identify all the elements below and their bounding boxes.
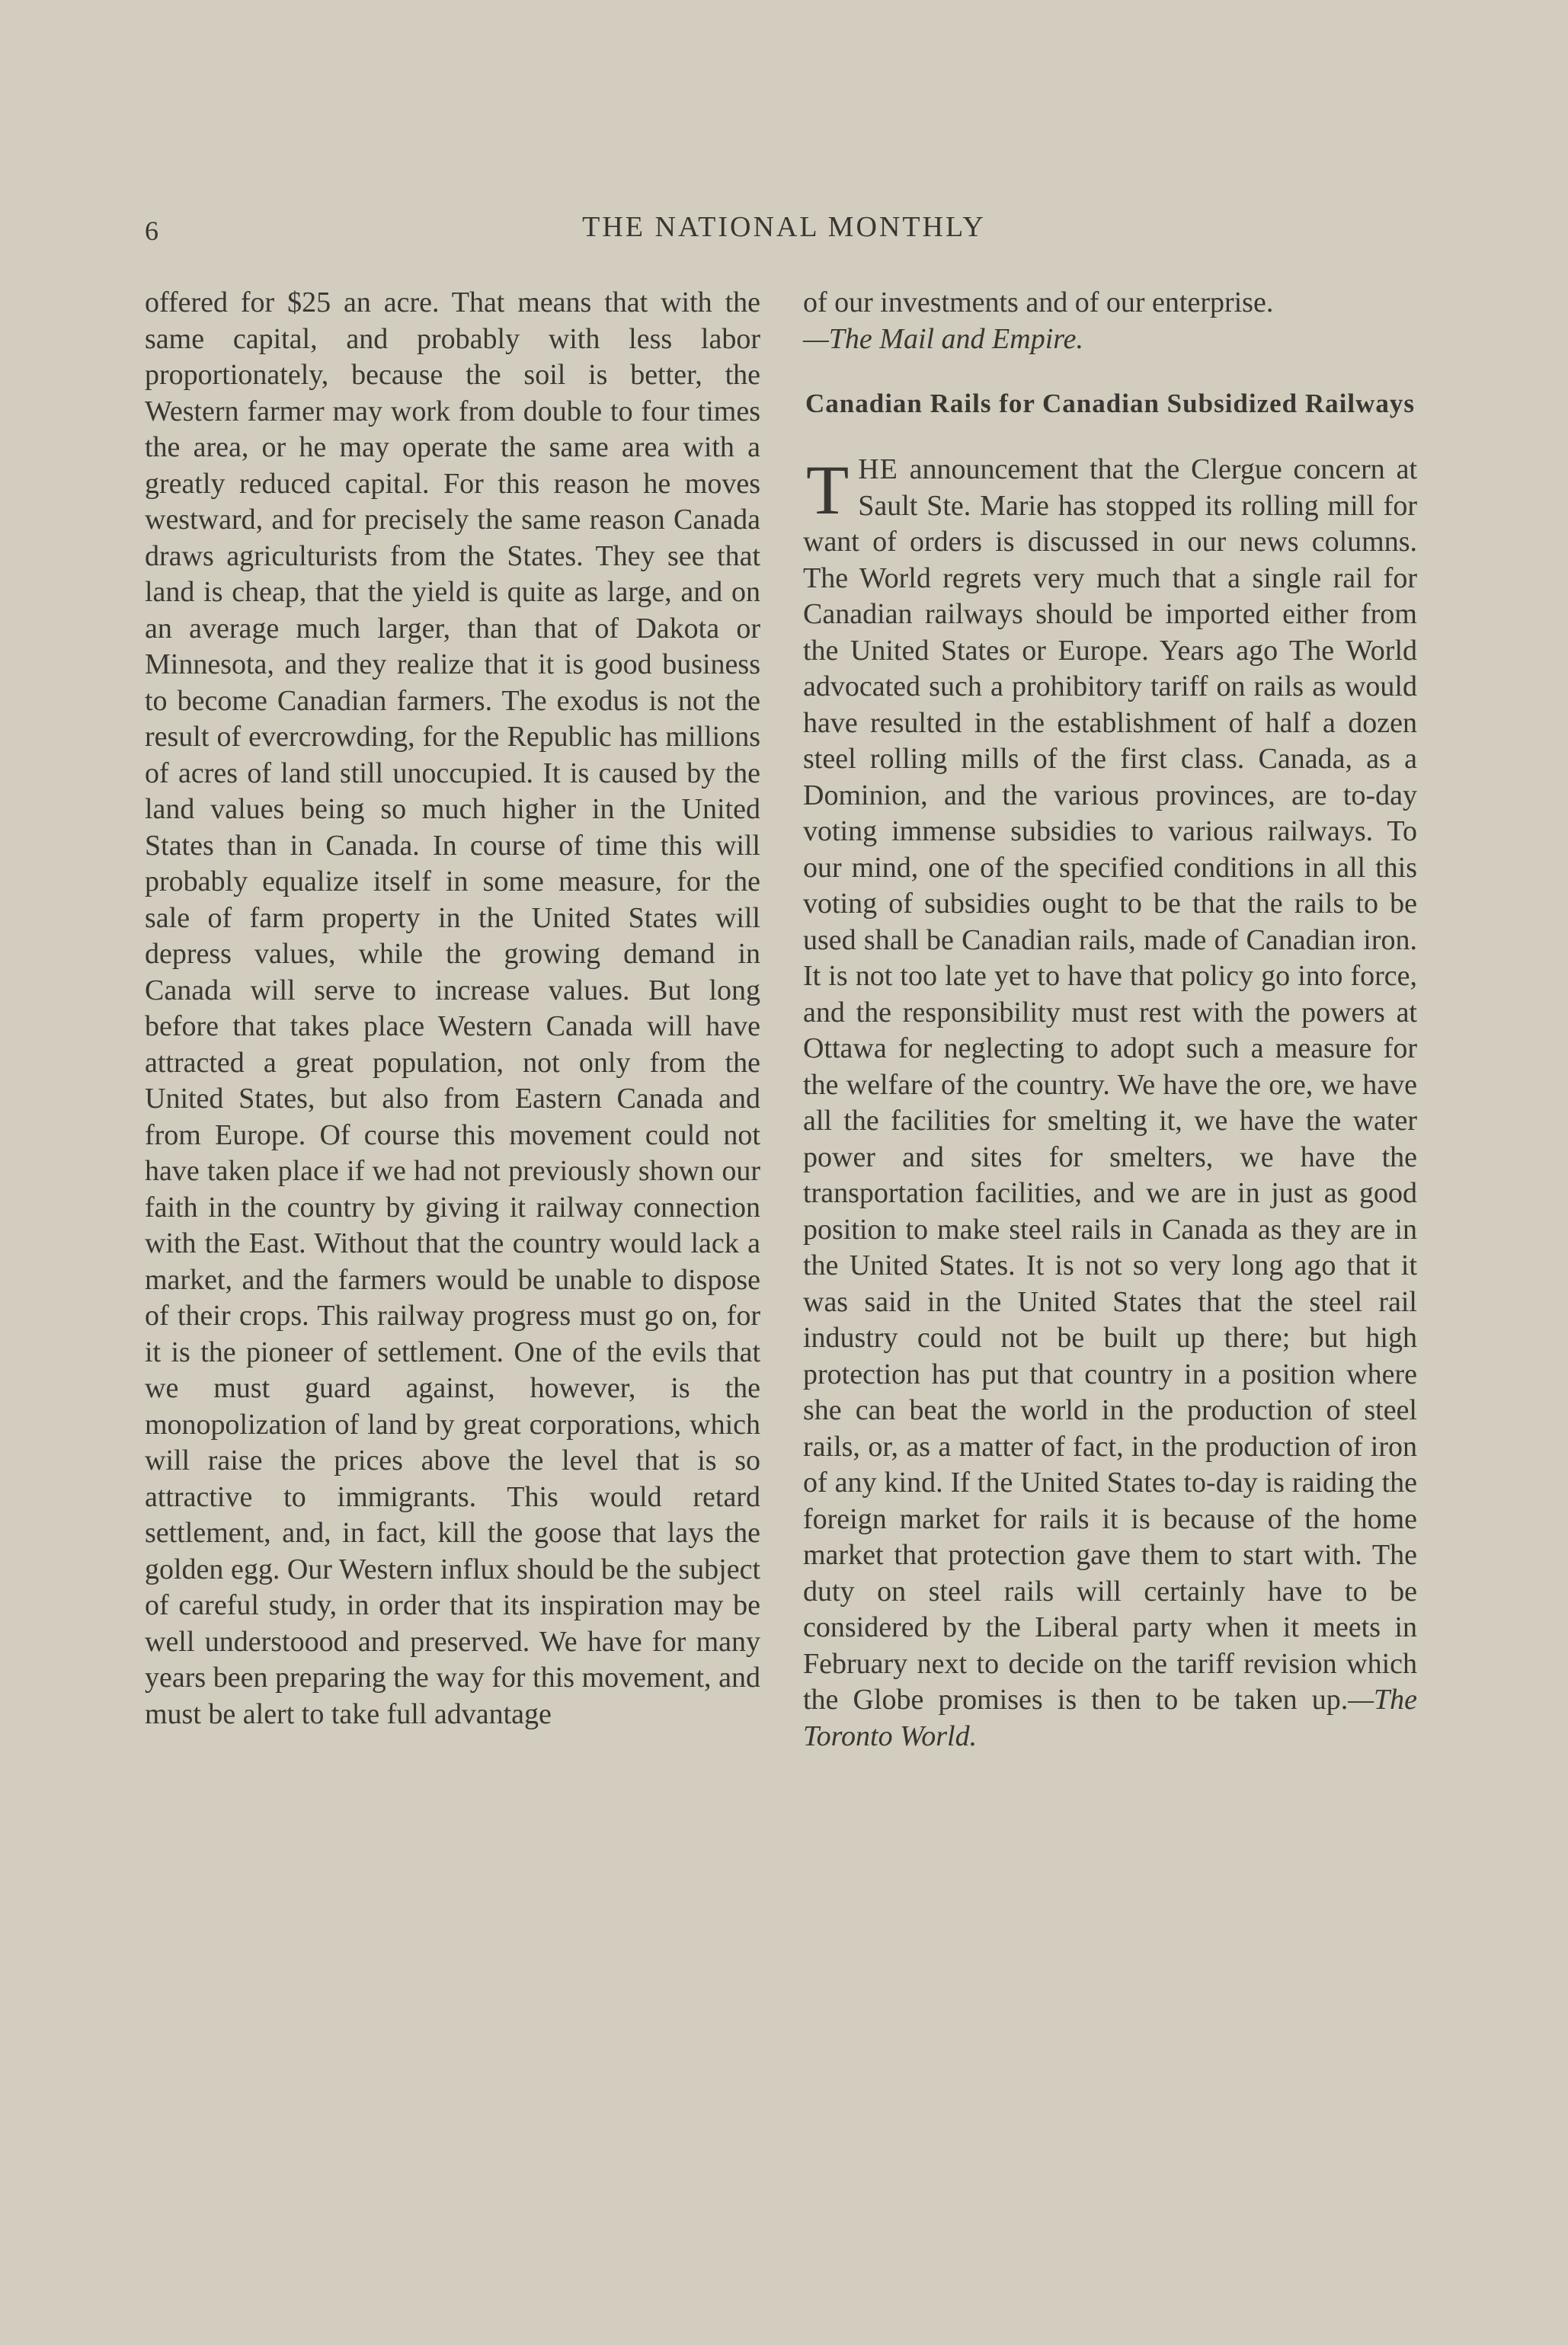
running-title: THE NATIONAL MONTHLY bbox=[582, 211, 986, 243]
page-number: 6 bbox=[145, 216, 159, 246]
continuation-source: —The Mail and Empire. bbox=[803, 322, 1084, 355]
left-column bbox=[145, 285, 760, 1732]
article-first-word: HE bbox=[858, 453, 898, 485]
article-source: —The Toronto World. bbox=[803, 1684, 1417, 1752]
article-title: Canadian Rails for Canadian Subsidized Railways bbox=[805, 389, 1416, 418]
article-body bbox=[803, 452, 1417, 1755]
article-body-text: announcement that the Clergue concern at Sault Ste. Marie has stopped its rolling mill for want of orders is discussed in our news columns. The World regrets very much that a single rail for Canadian railways should be imported either from the United States or Europe. Years ago The World advocated such a prohibitory tariff on rails as would have resulted in the establishment of half a dozen steel rolling mills of the first class. Canada, as a Dominion, and the various provinces, are to-day voting immense subsidies to various railways. To our mind, one of the specified conditions in all this voting of subsidies ought to be that the rails to be used shall be Canadian rails, made of Canadian iron. It is not too late yet to have that policy go into force, and the responsibility must rest with the powers at Ottawa for neglecting to adopt such a measure for the welfare of the country. We have the ore, we have all the facilities for smelting it, we have the water power and sites for smelters, we have the transportation facilities, and we are in just as good position to make steel rails in Canada as they are in the United States. It is not so very long ago that it was said in the United States that the steel rail industry could not be built up there; but high protection has put that country in a position where she can beat the world in the production of steel rails, or, as a matter of fact, in the production of iron of any kind. If the United States to-day is raiding the foreign market for rails it is because of the home market that protection gave them to start with. The duty on steel rails will certainly have to be considered by the Liberal party when it meets in February next to decide on the tariff revision which the Globe promises is then to be taken up. bbox=[803, 453, 1417, 1716]
continuation-text: of our investments and of our enterprise. bbox=[803, 286, 1274, 318]
drop-cap: T bbox=[806, 451, 850, 529]
right-column bbox=[803, 285, 1417, 1755]
left-column-text: offered for $25 an acre. That means that with the same capital, and probably with less labor proportionately, because the soil is better, the Western farmer may work from double to four times the area, or he may operate the same area with a greatly reduced capital. For this reason he moves westward, and for precisely the same reason Canada draws agriculturists from the States. They see that land is cheap, that the yield is quite as large, and on an average much larger, than that of Dakota or Minnesota, and they realize that it is good business to become Canadian farmers. The exodus is not the result of evercrowding, for the Republic has millions of acres of land still unoccupied. It is caused by the land values being so much higher in the United States than in Canada. In course of time this will probably equalize itself in some measure, for the sale of farm property in the United States will depress values, while the growing demand in Canada will serve to increase values. But long before that takes place Western Canada will have attracted a great population, not only from the United States, but also from Eastern Canada and from Europe. Of course this movement could not have taken place if we had not previously shown our faith in the country by giving it railway connection with the East. Without that the country would lack a market, and the farmers would be unable to dispose of their crops. This railway progress must go on, for it is the pioneer of settlement. One of the evils that we must guard against, however, is the monopolization of land by great corporations, which will raise the prices above the level that is so attractive to immigrants. This would retard settlement, and, in fact, kill the goose that lays the golden egg. Our Western influx should be the subject of careful study, in order that its inspiration may be well understoood and preserved. We have for many years been preparing the way for this movement, and must be alert to take full advantage bbox=[145, 286, 760, 1730]
